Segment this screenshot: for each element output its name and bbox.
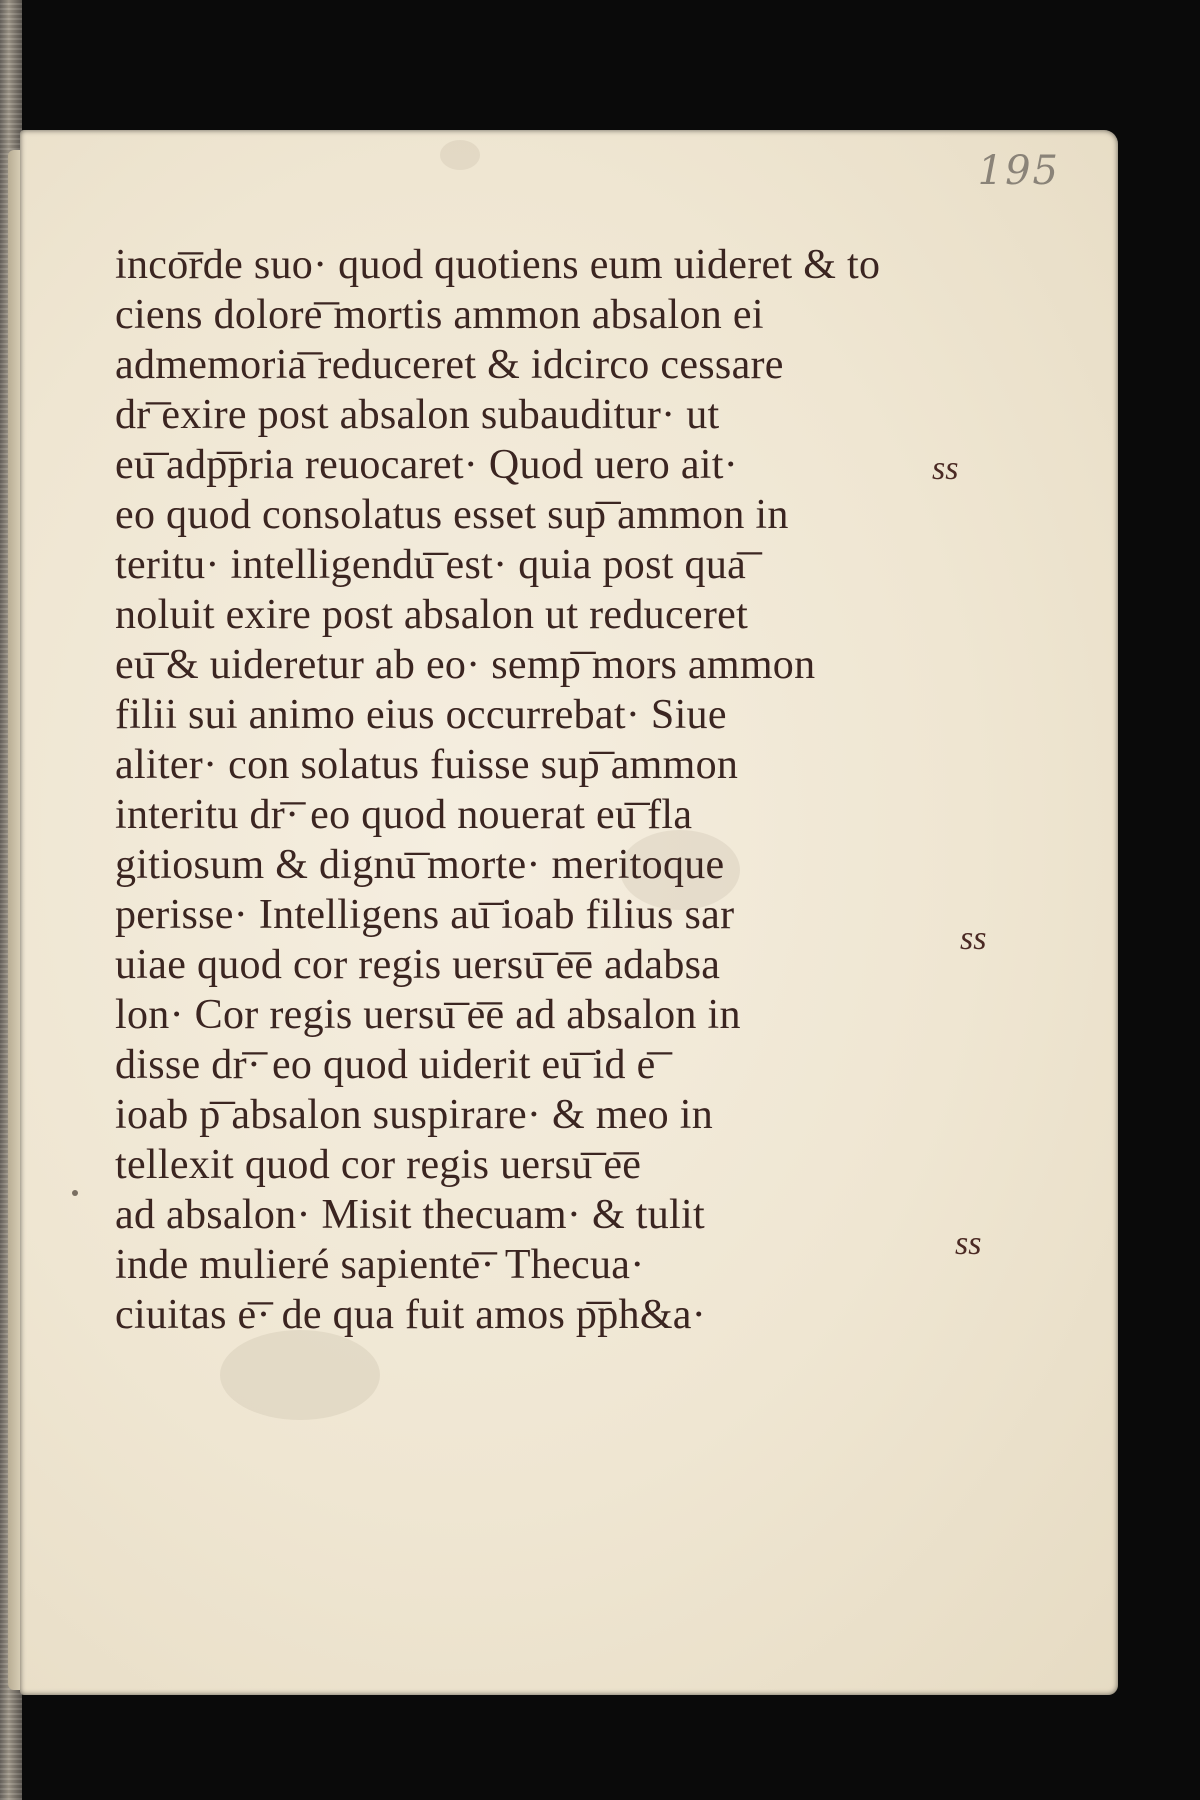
text-line: lon· Cor regis uersu͞ e͞e ad absalon in xyxy=(115,992,741,1038)
marginal-note: ss xyxy=(932,450,959,487)
text-line: inde mulieré sapiente͞· Thecua· xyxy=(115,1242,645,1288)
marginal-note: ss xyxy=(955,1225,982,1262)
text-line: eo quod consolatus esset sup͞ ammon in xyxy=(115,492,789,538)
text-line: interitu dr͞· eo quod nouerat eu͞ fla xyxy=(115,792,693,838)
text-line: filii sui animo eius occurrebat· Siue xyxy=(115,692,727,738)
marginal-note: ss xyxy=(960,920,987,957)
text-line: admemoria͞ reduceret & idcirco cessare xyxy=(115,342,784,388)
text-line: aliter· con solatus fuisse sup͞ ammon xyxy=(115,742,739,788)
text-line: ciens dolore͞ mortis ammon absalon ei xyxy=(115,292,764,338)
manuscript-page xyxy=(20,130,1118,1695)
page-stain xyxy=(440,140,480,170)
margin-dot xyxy=(72,1190,78,1196)
folio-number: 195 xyxy=(977,148,1060,194)
text-line: perisse· Intelligens au͞ ioab filius sar xyxy=(115,892,735,938)
text-line: inco͞rde suo· quod quotiens eum uideret & to xyxy=(115,242,881,288)
text-line: ioab p͞ absalon suspirare· & meo in xyxy=(115,1092,714,1138)
main-text-block xyxy=(115,240,935,1340)
text-line: teritu· intelligendu͞ est· quia post qua͞ xyxy=(115,542,747,588)
text-line: dr͞ exire post absalon subauditur· ut xyxy=(115,392,720,438)
text-line: tellexit quod cor regis uersu͞ e͞e xyxy=(115,1142,642,1188)
text-line: disse dr͞· eo quod uiderit eu͞ id e͞ xyxy=(115,1042,656,1088)
page-stain xyxy=(220,1330,380,1420)
text-line: noluit exire post absalon ut reduceret xyxy=(115,592,749,638)
text-line: eu͞ & uideretur ab eo· semp͞ mors ammon xyxy=(115,642,816,688)
text-line: ciuitas e͞· de qua fuit amos p͞ph&a· xyxy=(115,1292,707,1338)
text-line: uiae quod cor regis uersu͞ e͞e adabsa xyxy=(115,942,721,988)
text-line: ad absalon· Misit thecuam· & tulit xyxy=(115,1192,705,1238)
text-line: eu͞ adp͞pria reuocaret· Quod uero ait· xyxy=(115,442,738,488)
text-line: gitiosum & dignu͞ morte· meritoque xyxy=(115,842,725,888)
